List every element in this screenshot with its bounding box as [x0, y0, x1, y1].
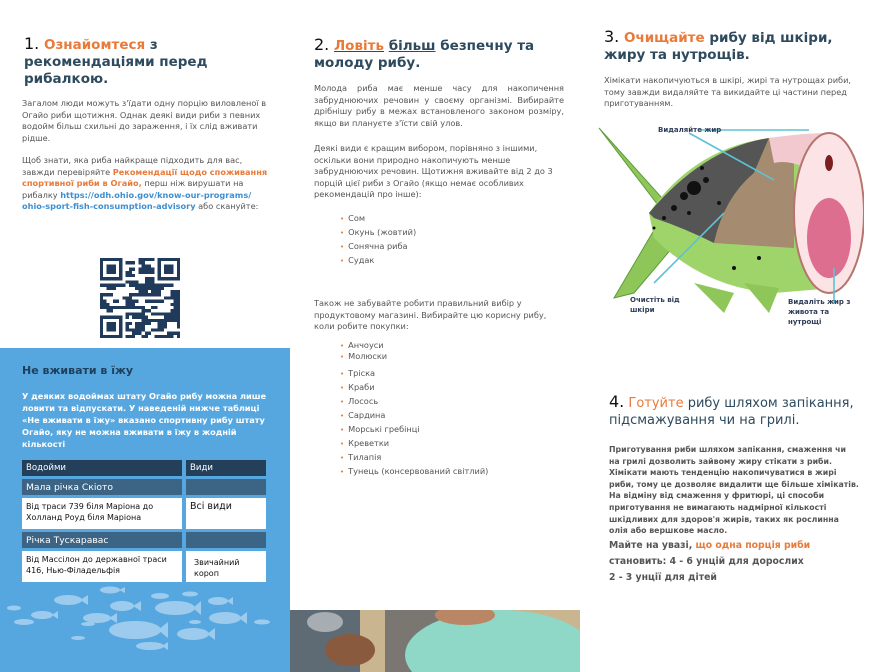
- panel-consult-advisories: [0, 0, 290, 672]
- fish-cleaning-diagram: [594, 118, 864, 318]
- do-not-eat-panel: [0, 348, 290, 672]
- section-number: 4.: [609, 392, 625, 411]
- section-4-paragraph: Приготування риби шляхом запікання, смаження чи на грилі дозволить зайвому жиру стікати з риби. Хімікати мають тенденцію накопичуватися в жирі риби, тому це дозволяє видалити ще більше хімікатів. На відміну від смаження у фритюрі, ці способи приготування не вимагають надмірної кількості шкідливих для здоров'я жирів, таких як рослинна олія або вершкове масло.: [609, 445, 859, 536]
- section-1-advisory-paragraph: [22, 155, 272, 213]
- section-number: 2.: [314, 35, 330, 54]
- section-2-heading: [314, 36, 564, 72]
- do-not-eat-heading: Не вживати в їжу: [22, 364, 134, 377]
- text: або скануйте:: [195, 201, 259, 212]
- list-item: • Сом: [340, 213, 366, 223]
- fish-school-illustration: [0, 578, 290, 672]
- table-row-river-empty: [186, 479, 266, 495]
- section-3-paragraph: Хімікати накопичуються в шкірі, жирі та нутрощах риби, тому завжди видаляйте та викидайте ці частини перед приготуванням.: [604, 75, 852, 109]
- section-2-choices-paragraph: Деякі види є кращим вибором, порівняно з іншими, оскільки вони природно накопичують менше забруднюючих речовин. Щотижня вживайте від 2 до 3 порцій цієї риби з Огайо (якщо немає особливих рекомендацій про інше):: [314, 143, 553, 200]
- label-remove-skin: Очистіть від шкіри: [630, 296, 680, 314]
- child-fishing-photo: [290, 610, 580, 672]
- list-item: • Морські гребінці: [340, 424, 420, 434]
- note-adults: становить: 4 - 6 унцій для дорослих: [609, 556, 804, 567]
- do-not-eat-paragraph: У деяких водоймах штату Огайо рибу можна лише ловити та відпускати. У наведеній нижче таблиці «Не вживати в їжу» вказано спортивну рибу штату Огайо, яку не можна вживати в їжу в жодній кількості: [22, 391, 266, 449]
- list-item: • Лосось: [340, 396, 379, 406]
- list-item: • Судак: [340, 255, 375, 265]
- note-highlight: що одна порція риби: [695, 540, 811, 551]
- section-3-heading: [604, 28, 854, 64]
- label-remove-fat: Видаляйте жир: [658, 126, 722, 134]
- panel-catch-safer-fish: [290, 0, 580, 672]
- heading-text: безпечну та молоду рибу.: [314, 38, 535, 71]
- heading-highlight: Ловіть: [333, 38, 384, 54]
- section-number: 3.: [604, 27, 620, 46]
- qr-code[interactable]: [100, 258, 180, 338]
- section-number: 1.: [24, 34, 40, 53]
- table-row-river-empty: [186, 532, 266, 548]
- list-item: • Тилапія: [340, 452, 382, 462]
- label-remove-belly-fat: Видаліть жир з живота та нутрощі: [788, 298, 851, 326]
- list-item: • Молюски: [340, 351, 388, 361]
- advisory-title: Рекомендації щодо споживання спортивної риби в Огайо,: [22, 166, 268, 189]
- table-header-species: Види: [186, 460, 266, 476]
- text: Щоб знати, яка риба найкраще підходить для вас, завжди перевіряйте: [22, 155, 243, 177]
- heading-text: рибу шляхом запікання, підсмажування чи на грилі.: [609, 396, 854, 428]
- heading-highlight: Ознайомтеся: [43, 37, 146, 53]
- section-2-paragraph: Молода риба має менше часу для накопичення забруднюючих речовин у своєму організмі. Вибирайте дрібнішу рибу в межах встановленого законом розміру, якщо ви плануєте з'їсти свій улов.: [314, 83, 564, 128]
- table-cell-location: Від Массілон до державної траси 416, Нью-Філадельфія: [22, 551, 182, 582]
- table-header-waters: Водойми: [22, 460, 182, 476]
- list-item: • Окунь (жовтий): [340, 227, 417, 237]
- advisory-link[interactable]: https://odh.ohio.gov/know-our-programs/ ohio-sport-fish-consumption-advisory: [22, 189, 252, 212]
- heading-text: рибу від шкіри, жиру та нутрощів.: [604, 30, 833, 63]
- heading-text: з рекомендаціями перед рибалкою.: [24, 37, 208, 87]
- heading-highlight: Очищайте: [623, 30, 705, 46]
- section-4-heading: [609, 393, 859, 429]
- table-cell-location: Від траси 739 біля Маріона до Холланд Роуд біля Маріона: [22, 498, 182, 529]
- list-item: • Креветки: [340, 438, 390, 448]
- list-item: • Тріска: [340, 368, 376, 378]
- list-item: • Краби: [340, 382, 375, 392]
- list-item: • Сардина: [340, 410, 386, 420]
- note-text: Майте на увазі,: [609, 540, 696, 551]
- table-cell-species: Всі види: [186, 498, 266, 529]
- table-row-river: Річка Тускаравас: [22, 532, 182, 548]
- heading-underlined: більш: [388, 38, 436, 54]
- section-1-paragraph: Загалом люди можуть з'їдати одну порцію виловленої в Огайо риби щотижня. Однак деякі види риби з певних водойм більш схильні до зараження, і їх слід вживати рідше.: [22, 98, 267, 143]
- portion-note: [609, 538, 864, 586]
- panel-clean-and-cook: [580, 0, 872, 672]
- note-children: 2 - 3 унції для дітей: [609, 572, 717, 583]
- list-item: • Тунець (консервований світлий): [340, 466, 489, 476]
- table-row-river: Мала річка Скіото: [22, 479, 182, 495]
- list-item: • Сонячна риба: [340, 241, 408, 251]
- text: перш ніж вирушати на рибалку: [22, 178, 244, 200]
- grocery-paragraph: Також не забувайте робити правильний вибір у продуктовому магазині. Вибирайте цю корисну рибу, коли робите покупки:: [314, 298, 547, 332]
- heading-highlight: Готуйте: [628, 396, 684, 411]
- section-1-heading: [24, 35, 264, 88]
- list-item: • Анчоуси: [340, 340, 384, 350]
- table-cell-species: Звичайний короп: [186, 551, 266, 582]
